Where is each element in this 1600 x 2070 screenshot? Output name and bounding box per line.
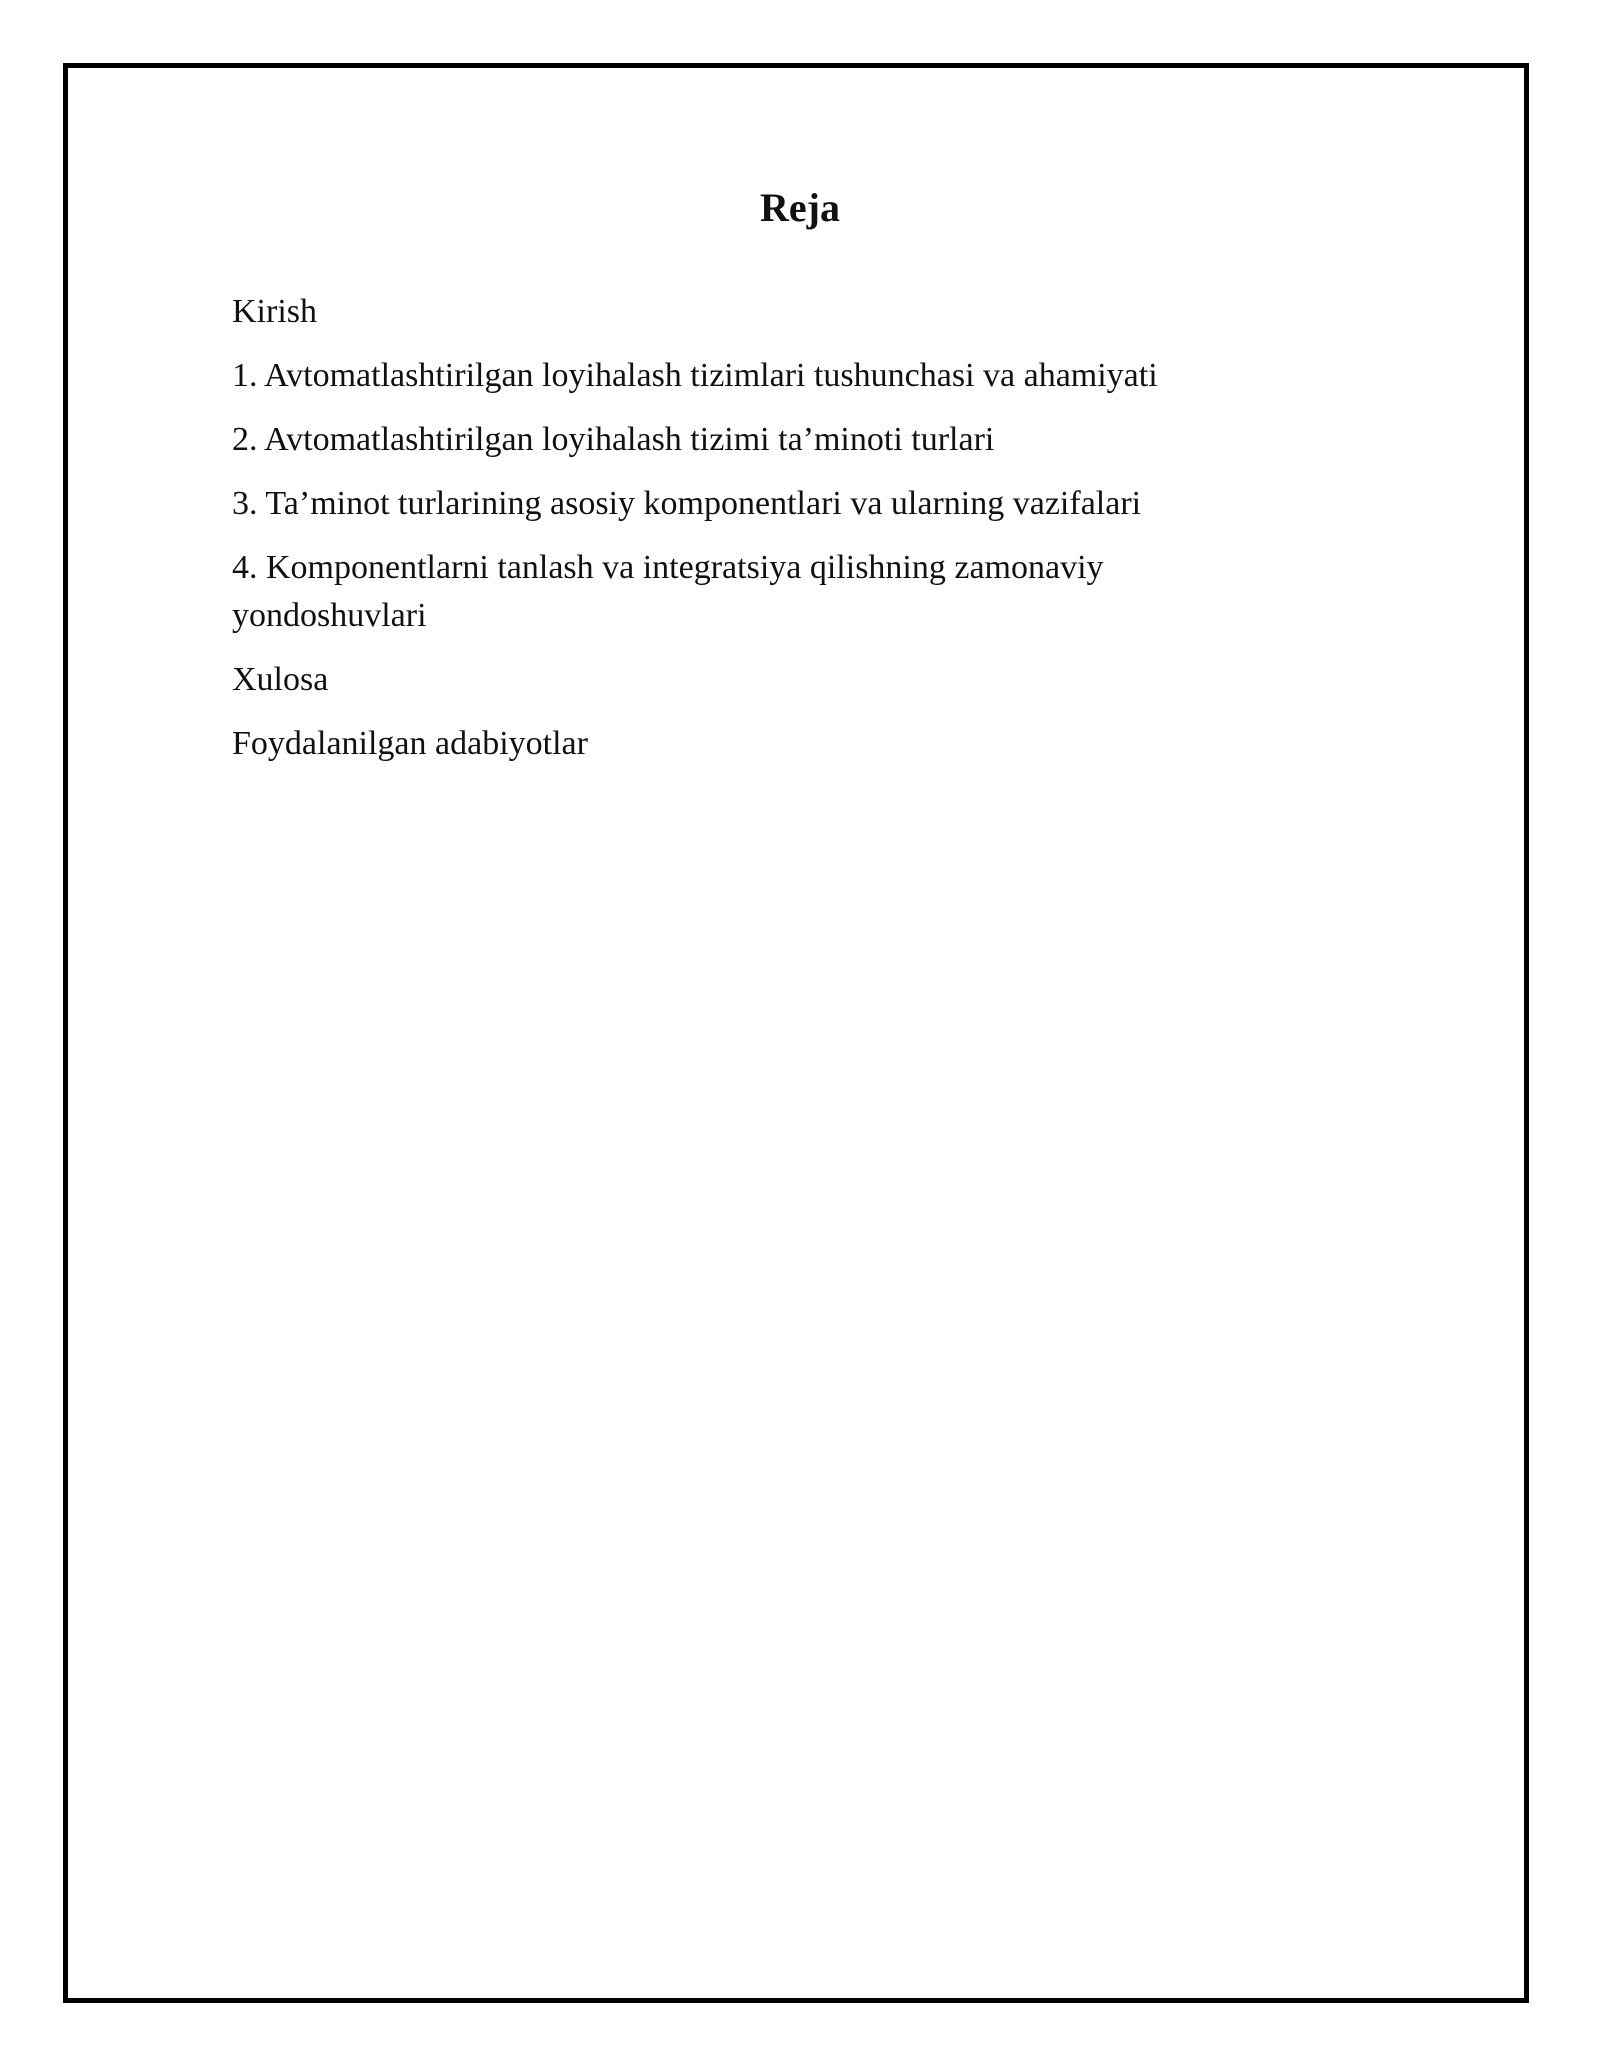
plan-item-references: Foydalanilgan adabiyotlar [232, 725, 588, 762]
plan-item-1: 1. Avtomatlashtirilgan loyihalash tizimlari tushunchasi va ahamiyati [232, 357, 1158, 394]
page-title: Reja [760, 185, 840, 230]
plan-item-3: 3. Ta’minot turlarining asosiy komponentlari va ularning vazifalari [232, 485, 1142, 522]
plan-list [232, 288, 1262, 784]
plan-item-introduction: Kirish [232, 293, 317, 330]
plan-item-4: 4. Komponentlarni tanlash va integratsiya qilishning zamonaviy yondoshuvlari [232, 549, 1104, 634]
plan-item-conclusion: Xulosa [232, 661, 329, 698]
plan-item-2: 2. Avtomatlashtirilgan loyihalash tizimi ta’minoti turlari [232, 421, 995, 458]
